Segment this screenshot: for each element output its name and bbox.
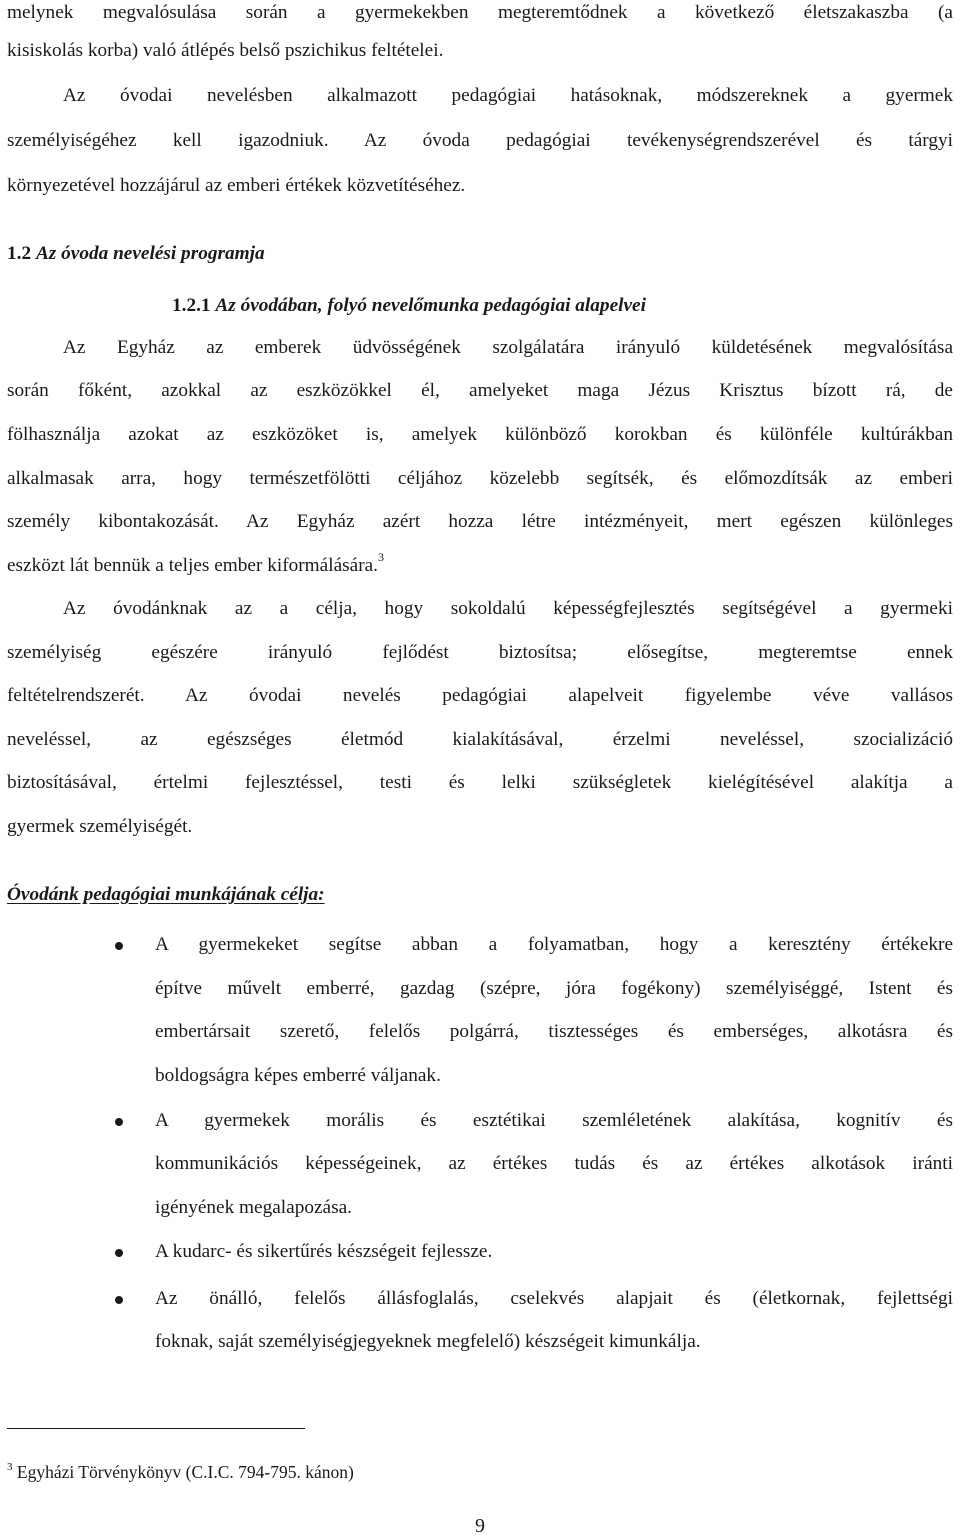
- footnote-reference[interactable]: 3: [378, 550, 385, 564]
- intro-line-2: kisiskolás korba) való átlépés belső pszichikus feltételei.: [7, 40, 444, 61]
- para2-line-5: biztosításával, értelmi fejlesztéssel, testi és lelki szükségletek kielégítésével alakítja a: [7, 772, 953, 793]
- page-number: 9: [475, 1515, 485, 1537]
- section-heading: [7, 243, 953, 265]
- intro-line-3: Az óvodai nevelésben alkalmazott pedagógiai hatásoknak, módszereknek a gyermek: [63, 85, 953, 106]
- bullet-dot-2: [115, 1118, 123, 1126]
- subsection-number: 1.2.1: [172, 295, 211, 316]
- section-number: 1.2: [7, 243, 32, 264]
- goal-2-line-2: kommunikációs képességeinek, az értékes tudás és az értékes alkotások iránti: [155, 1153, 953, 1174]
- subsection-heading: [172, 295, 953, 317]
- para2-line-4: neveléssel, az egészséges életmód kialakításával, érzelmi neveléssel, szocializáció: [7, 729, 953, 750]
- footnote-separator: [7, 1428, 305, 1429]
- para1-line-3: fölhasználja azokat az eszközöket is, amelyek különböző korokban és különféle kultúrákban: [7, 424, 953, 445]
- para2-line-1: Az óvodánknak az a célja, hogy sokoldalú képességfejlesztés segítségével a gyermeki: [63, 598, 953, 619]
- intro-line-4: személyiségéhez kell igazodniuk. Az óvoda pedagógiai tevékenységrendszerével és tárgyi: [7, 130, 953, 151]
- para1-line-2: során főként, azokkal az eszközökkel él, amelyeket maga Jézus Krisztus bízott rá, de: [7, 380, 953, 401]
- goal-1-line-1: A gyermekeket segítse abban a folyamatban, hogy a keresztény értékekre: [155, 934, 953, 955]
- footnote-number: 3: [7, 1460, 13, 1473]
- para1-line-4: alkalmasak arra, hogy természetfölötti céljához közelebb segítsék, és előmozdítsák az emberi: [7, 468, 953, 489]
- para1-line-1: Az Egyház az emberek üdvösségének szolgálatára irányuló küldetésének megvalósítása: [63, 337, 953, 358]
- intro-line-1: melynek megvalósulása során a gyermekekben megteremtődnek a következő életszakaszba (a: [7, 2, 953, 23]
- para1-line-6: [7, 550, 953, 577]
- para2-line-3: feltételrendszerét. Az óvodai nevelés pedagógiai alapelveit figyelembe véve vallásos: [7, 685, 953, 706]
- goal-2-line-3: igényének megalapozása.: [155, 1197, 353, 1218]
- bullet-dot-1: [115, 942, 123, 950]
- para1-line-6-text: eszközt lát bennük a teljes ember kiformálására.: [7, 555, 379, 576]
- para1-line-5: személy kibontakozását. Az Egyház azért hozza létre intézményeit, mert egészen különleges: [7, 511, 953, 532]
- bullet-dot-4: [115, 1296, 123, 1304]
- para2-line-6: gyermek személyiségét.: [7, 816, 193, 837]
- intro-line-5: környezetével hozzájárul az emberi értékek közvetítéséhez.: [7, 175, 466, 196]
- section-title: Az óvoda nevelési programja: [35, 243, 265, 264]
- bullet-dot-3: [115, 1249, 123, 1257]
- subsection-title: Az óvodában, folyó nevelőmunka pedagógiai alapelvei: [215, 295, 646, 316]
- goal-3-line-1: A kudarc- és sikertűrés készségeit fejlessze.: [155, 1241, 493, 1262]
- goal-4-line-1: Az önálló, felelős állásfoglalás, cselekvés alapjait és (életkornak, fejlettségi: [155, 1288, 953, 1309]
- footnote: [7, 1461, 354, 1483]
- goal-1-line-4: boldogságra képes emberré váljanak.: [155, 1065, 441, 1086]
- para2-line-2: személyiség egészére irányuló fejlődést biztosítsa; elősegítse, megteremtse ennek: [7, 642, 953, 663]
- footnote-text: Egyházi Törvénykönyv (C.I.C. 794-795. kánon): [16, 1461, 354, 1482]
- goal-2-line-1: A gyermekek morális és esztétikai szemléletének alakítása, kognitív és: [155, 1110, 953, 1131]
- goal-1-line-2: építve művelt emberré, gazdag (szépre, jóra fogékony) személyiséggé, Istent és: [155, 978, 953, 999]
- goals-heading: Óvodánk pedagógiai munkájának célja:: [7, 884, 325, 905]
- goal-4-line-2: foknak, saját személyiségjegyeknek megfelelő) készségeit kimunkálja.: [155, 1331, 701, 1352]
- goal-1-line-3: embertársait szerető, felelős polgárrá, tisztességes és emberséges, alkotásra és: [155, 1021, 953, 1042]
